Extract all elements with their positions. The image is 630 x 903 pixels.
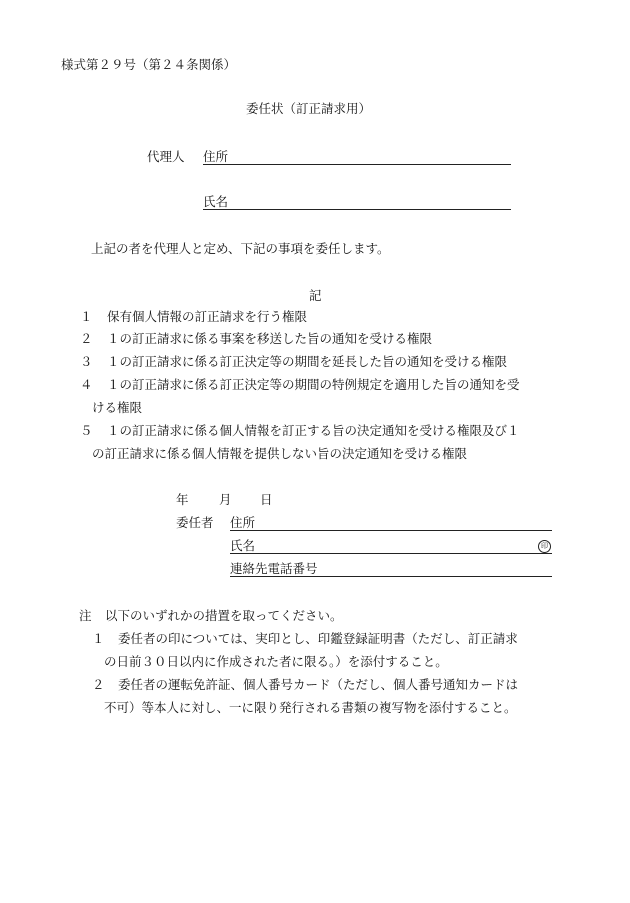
item-3-number: ３ <box>80 354 93 369</box>
note-1-number: １ <box>92 631 105 646</box>
date-day: 日 <box>260 492 273 507</box>
ki-heading: 記 <box>309 288 322 303</box>
item-5-number: ５ <box>80 423 93 438</box>
agent-address-label: 住所 <box>203 149 229 164</box>
item-4-text-line-2: ける権限 <box>92 400 143 415</box>
item-3-text: １の訂正請求に係る訂正決定等の期間を延長した旨の通知を受ける権限 <box>107 354 508 369</box>
principal-name-field[interactable] <box>230 553 552 554</box>
note-2-text-line-2: 不可）等本人に対し、一に限り発行される書類の複写物を添付すること。 <box>104 700 517 715</box>
principal-address-field[interactable] <box>230 530 552 531</box>
agent-address-field[interactable] <box>203 164 511 165</box>
principal-phone-label: 連絡先電話番号 <box>230 561 318 576</box>
note-1-text-line-2: の日前３０日以内に作成された者に限る。）を添付すること。 <box>104 654 448 669</box>
principal-label: 委任者 <box>176 515 214 530</box>
item-5-text-line-2: の訂正請求に係る個人情報を提供しない旨の決定通知を受ける権限 <box>92 446 468 461</box>
note-2-number: ２ <box>92 677 105 692</box>
item-4-text-line-1: １の訂正請求に係る訂正決定等の期間の特例規定を適用した旨の通知を受 <box>107 377 520 392</box>
item-1-text: 保有個人情報の訂正請求を行う権限 <box>107 309 308 324</box>
agent-name-field[interactable] <box>203 209 511 210</box>
intro-text: 上記の者を代理人と定め、下記の事項を委任します。 <box>91 241 390 256</box>
item-2-number: ２ <box>80 331 93 346</box>
date-month: 月 <box>219 492 232 507</box>
item-1-number: １ <box>80 309 93 324</box>
principal-name-label: 氏名 <box>230 538 256 553</box>
agent-label: 代理人 <box>147 149 185 164</box>
seal-mark-icon: 印 <box>538 540 551 553</box>
note-1-text-line-1: 委任者の印については、実印とし、印鑑登録証明書（ただし、訂正請求 <box>118 631 518 646</box>
agent-name-label: 氏名 <box>203 194 229 209</box>
item-2-text: １の訂正請求に係る事案を移送した旨の通知を受ける権限 <box>107 331 433 346</box>
note-2-text-line-1: 委任者の運転免許証、個人番号カード（ただし、個人番号通知カードは <box>118 677 519 692</box>
principal-phone-field[interactable] <box>230 576 552 577</box>
item-4-number: ４ <box>80 377 93 392</box>
note-label: 注 <box>79 608 92 623</box>
date-year: 年 <box>176 492 189 507</box>
note-intro: 以下のいずれかの措置を取ってください。 <box>105 608 343 623</box>
principal-address-label: 住所 <box>230 515 256 530</box>
document-title: 委任状（訂正請求用） <box>246 101 372 116</box>
form-number: 様式第２９号（第２４条関係） <box>61 57 237 72</box>
item-5-text-line-1: １の訂正請求に係る個人情報を訂正する旨の決定通知を受ける権限及び１ <box>107 423 520 438</box>
